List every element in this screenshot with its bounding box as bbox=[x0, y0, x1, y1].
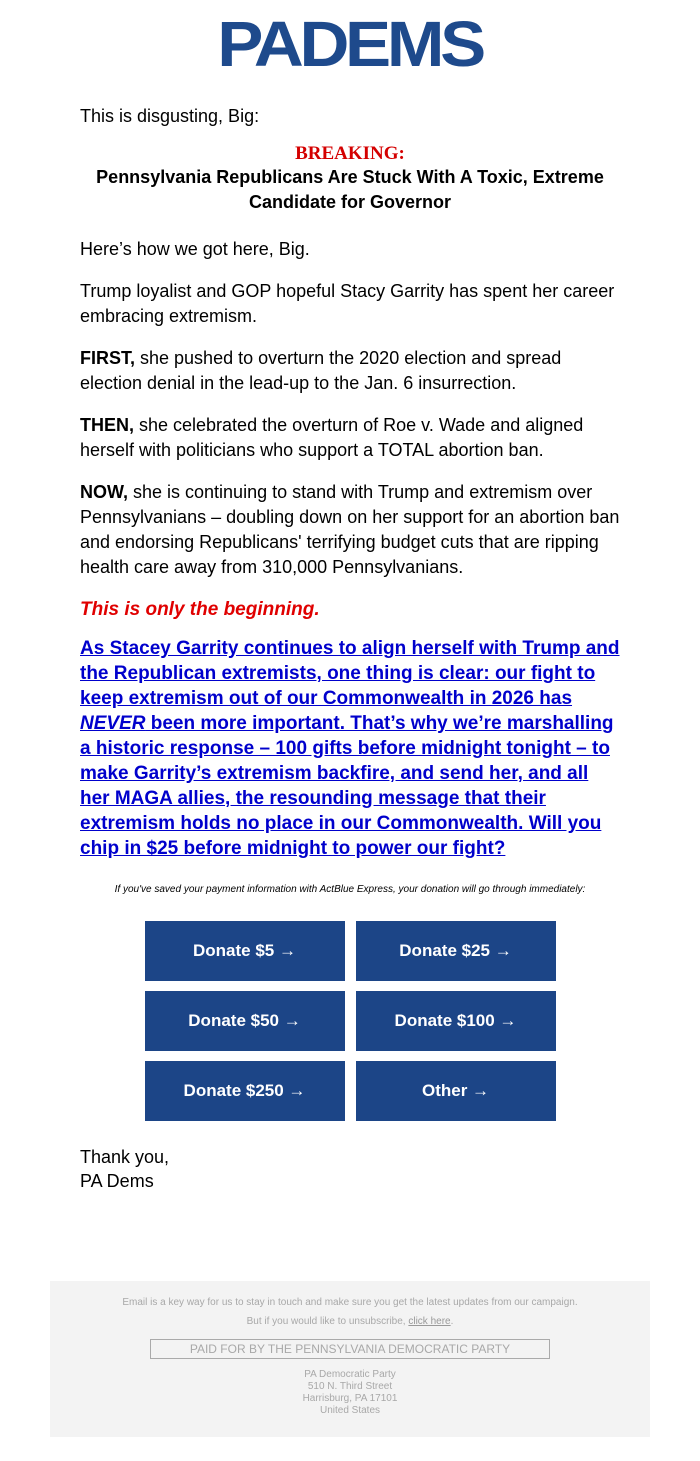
donate-link[interactable] bbox=[80, 636, 620, 861]
link-text-emphasis[interactable]: NEVER bbox=[80, 713, 146, 734]
thanks: Thank you, bbox=[80, 1147, 170, 1167]
donate-50-button[interactable]: Donate $50 → bbox=[145, 991, 345, 1051]
paragraph bbox=[80, 413, 620, 463]
greeting: This is disgusting, Big: bbox=[80, 106, 260, 126]
address-line: PA Democratic Party bbox=[304, 1369, 396, 1380]
address-line: Harrisburg, PA 17101 bbox=[302, 1393, 398, 1404]
paragraph: Here’s how we got here, Big. bbox=[80, 239, 310, 259]
signature: PA Dems bbox=[80, 1171, 154, 1191]
unsubscribe-link[interactable]: click here bbox=[408, 1316, 451, 1327]
address bbox=[50, 1369, 650, 1417]
footer-text: But if you would like to unsubscribe, bbox=[246, 1316, 409, 1327]
unsubscribe-line bbox=[50, 1312, 650, 1331]
donate-buttons bbox=[80, 921, 620, 1121]
donate-5-button[interactable]: Donate $5 → bbox=[145, 921, 345, 981]
breaking-label: BREAKING: bbox=[295, 143, 405, 164]
donate-100-button[interactable]: Donate $100 → bbox=[356, 991, 556, 1051]
text: she pushed to overturn the 2020 election and spread election denial in the lead-up to the Jan. 6 insurrection. bbox=[80, 348, 562, 393]
lead: FIRST, bbox=[80, 348, 136, 368]
headline: Pennsylvania Republicans Are Stuck With A Toxic, Extreme Candidate for Governor bbox=[96, 167, 604, 212]
donate-other-button[interactable]: Other → bbox=[356, 1061, 556, 1121]
paragraph bbox=[80, 346, 620, 396]
actblue-note: If you've saved your payment information with ActBlue Express, your donation will go through immediately: bbox=[114, 884, 586, 895]
lead: THEN, bbox=[80, 415, 134, 435]
address-line: 510 N. Third Street bbox=[307, 1381, 393, 1392]
paid-for-disclaimer: PAID FOR BY THE PENNSYLVANIA DEMOCRATIC PARTY bbox=[150, 1339, 550, 1359]
lead: NOW, bbox=[80, 482, 128, 502]
donate-25-button[interactable]: Donate $25 → bbox=[356, 921, 556, 981]
logo-text: PADEMS bbox=[217, 8, 483, 80]
paragraph bbox=[80, 480, 620, 580]
footer-text: Email is a key way for us to stay in touch and make sure you get the latest updates from our campaign. bbox=[122, 1297, 578, 1308]
address-line: United States bbox=[319, 1405, 381, 1416]
paragraph: Trump loyalist and GOP hopeful Stacy Garrity has spent her career embracing extremism. bbox=[80, 281, 615, 326]
footer bbox=[50, 1281, 650, 1437]
donate-250-button[interactable]: Donate $250 → bbox=[145, 1061, 345, 1121]
logo bbox=[0, 0, 700, 80]
footer-text: . bbox=[450, 1316, 454, 1327]
link-text[interactable]: As Stacey Garrity continues to align herself with Trump and the Republican extremists, one thing is clear: our fight to keep extremism out of our Commonwealth in 2026 has bbox=[80, 638, 620, 709]
text: she celebrated the overturn of Roe v. Wade and aligned herself with politicians who support a TOTAL abortion ban. bbox=[80, 415, 584, 460]
link-text[interactable]: been more important. That’s why we’re marshalling a historic response – 100 gifts before midnight tonight – to make Garrity’s extremism backfire, and send her, and all her MAGA allies, the resounding message that their extremism holds no place in our Commonwealth. Will you chip in $25 before midnight to power our fight? bbox=[80, 713, 614, 859]
signoff bbox=[80, 1145, 620, 1193]
red-callout: This is only the beginning. bbox=[80, 599, 320, 620]
text: she is continuing to stand with Trump and extremism over Pennsylvanians – doubling down on her support for an abortion ban and endorsing Republicans' terrifying budget cuts that are ripping health care away from 310,000 Pennsylvanians. bbox=[80, 482, 620, 577]
